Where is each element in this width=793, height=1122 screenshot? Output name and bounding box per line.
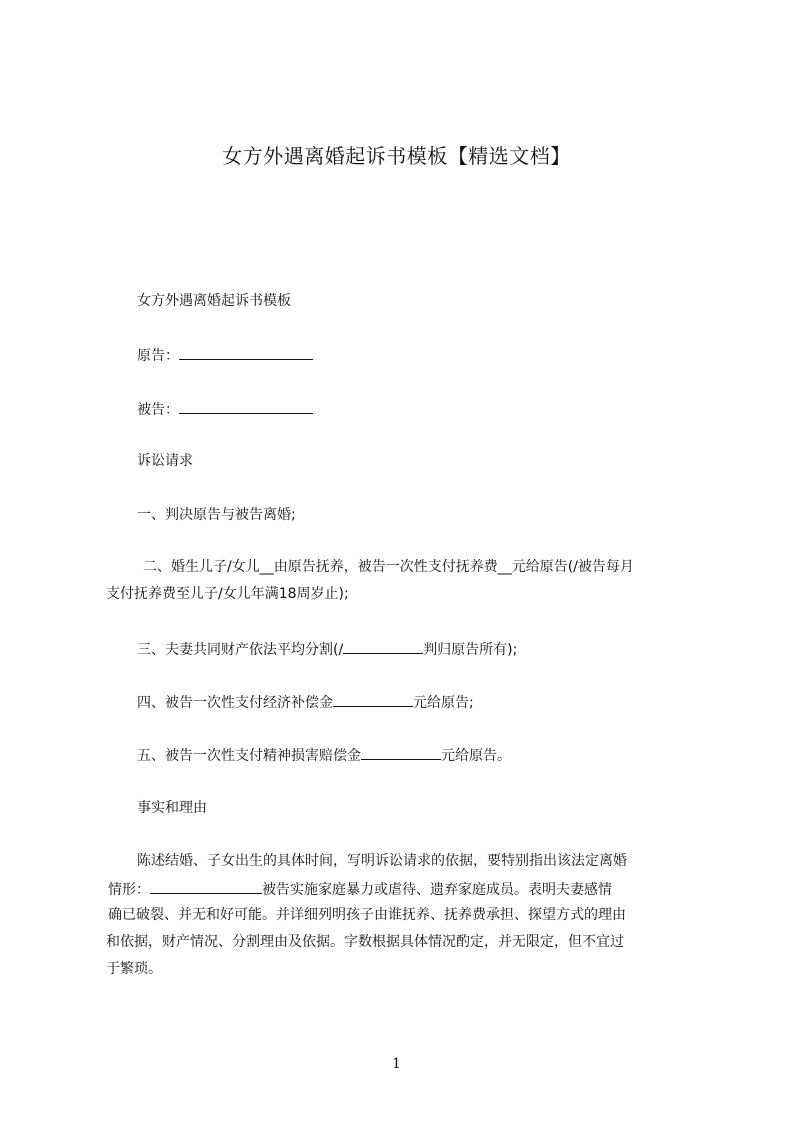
claim-item-4 [137, 690, 474, 714]
facts-heading: 事实和理由 [137, 800, 207, 816]
facts-line-1: 陈述结婚、子女出生的具体时间，写明诉讼请求的依据，要特别指出该法定离婚 [137, 853, 627, 869]
facts-line-2 [108, 877, 612, 901]
claim-item-5-text-b: 元给原告。 [441, 748, 511, 764]
facts-line-3: 确已破裂、并无和好可能。并详细列明孩子由谁抚养、抚养费承担、探望方式的理由 [108, 907, 626, 923]
facts-line-4: 和依据，财产情况、分割理由及依据。字数根据具体情况酌定，并无限定，但不宜过 [106, 934, 624, 950]
claim-item-3-text-b: 判归原告所有); [423, 642, 518, 658]
claim-item-4-text-b: 元给原告; [413, 695, 474, 711]
defendant-blank [179, 397, 313, 414]
claim-item-5-text-a: 五、被告一次性支付精神损害赔偿金 [137, 748, 361, 764]
claim-item-2-line-1: 二、婚生儿子/女儿__由原告抚养，被告一次性支付抚养费__元给原告(/被告每月 [143, 559, 634, 575]
claim-item-3 [137, 637, 517, 661]
facts-line-5: 于繁琐。 [106, 961, 162, 977]
facts-line-2-text-b: 被告实施家庭暴力或虐待、遗弃家庭成员。表明夫妻感情 [262, 882, 612, 898]
defendant-line [137, 397, 313, 421]
facts-blank [150, 877, 262, 894]
claim-item-5 [137, 743, 511, 767]
document-subtitle: 女方外遇离婚起诉书模板 [137, 293, 291, 309]
plaintiff-blank [179, 343, 313, 360]
facts-line-2-text-a: 情形： [108, 882, 150, 898]
page-number: 1 [392, 1056, 401, 1072]
claim-item-3-blank [343, 637, 423, 654]
claim-item-1: 一、判决原告与被告离婚; [137, 507, 296, 523]
document-title: 女方外遇离婚起诉书模板【精选文档】 [222, 144, 571, 168]
claim-item-4-text-a: 四、被告一次性支付经济补偿金 [137, 695, 333, 711]
claim-item-4-blank [333, 690, 413, 707]
defendant-label: 被告： [137, 402, 179, 418]
claims-heading: 诉讼请求 [137, 453, 193, 469]
claim-item-5-blank [361, 743, 441, 760]
plaintiff-label: 原告： [137, 348, 179, 364]
plaintiff-line [137, 343, 313, 367]
claim-item-2-line-2: 支付抚养费至儿子/女儿年满18周岁止); [106, 586, 349, 602]
claim-item-3-text-a: 三、夫妻共同财产依法平均分割(/ [137, 642, 344, 658]
